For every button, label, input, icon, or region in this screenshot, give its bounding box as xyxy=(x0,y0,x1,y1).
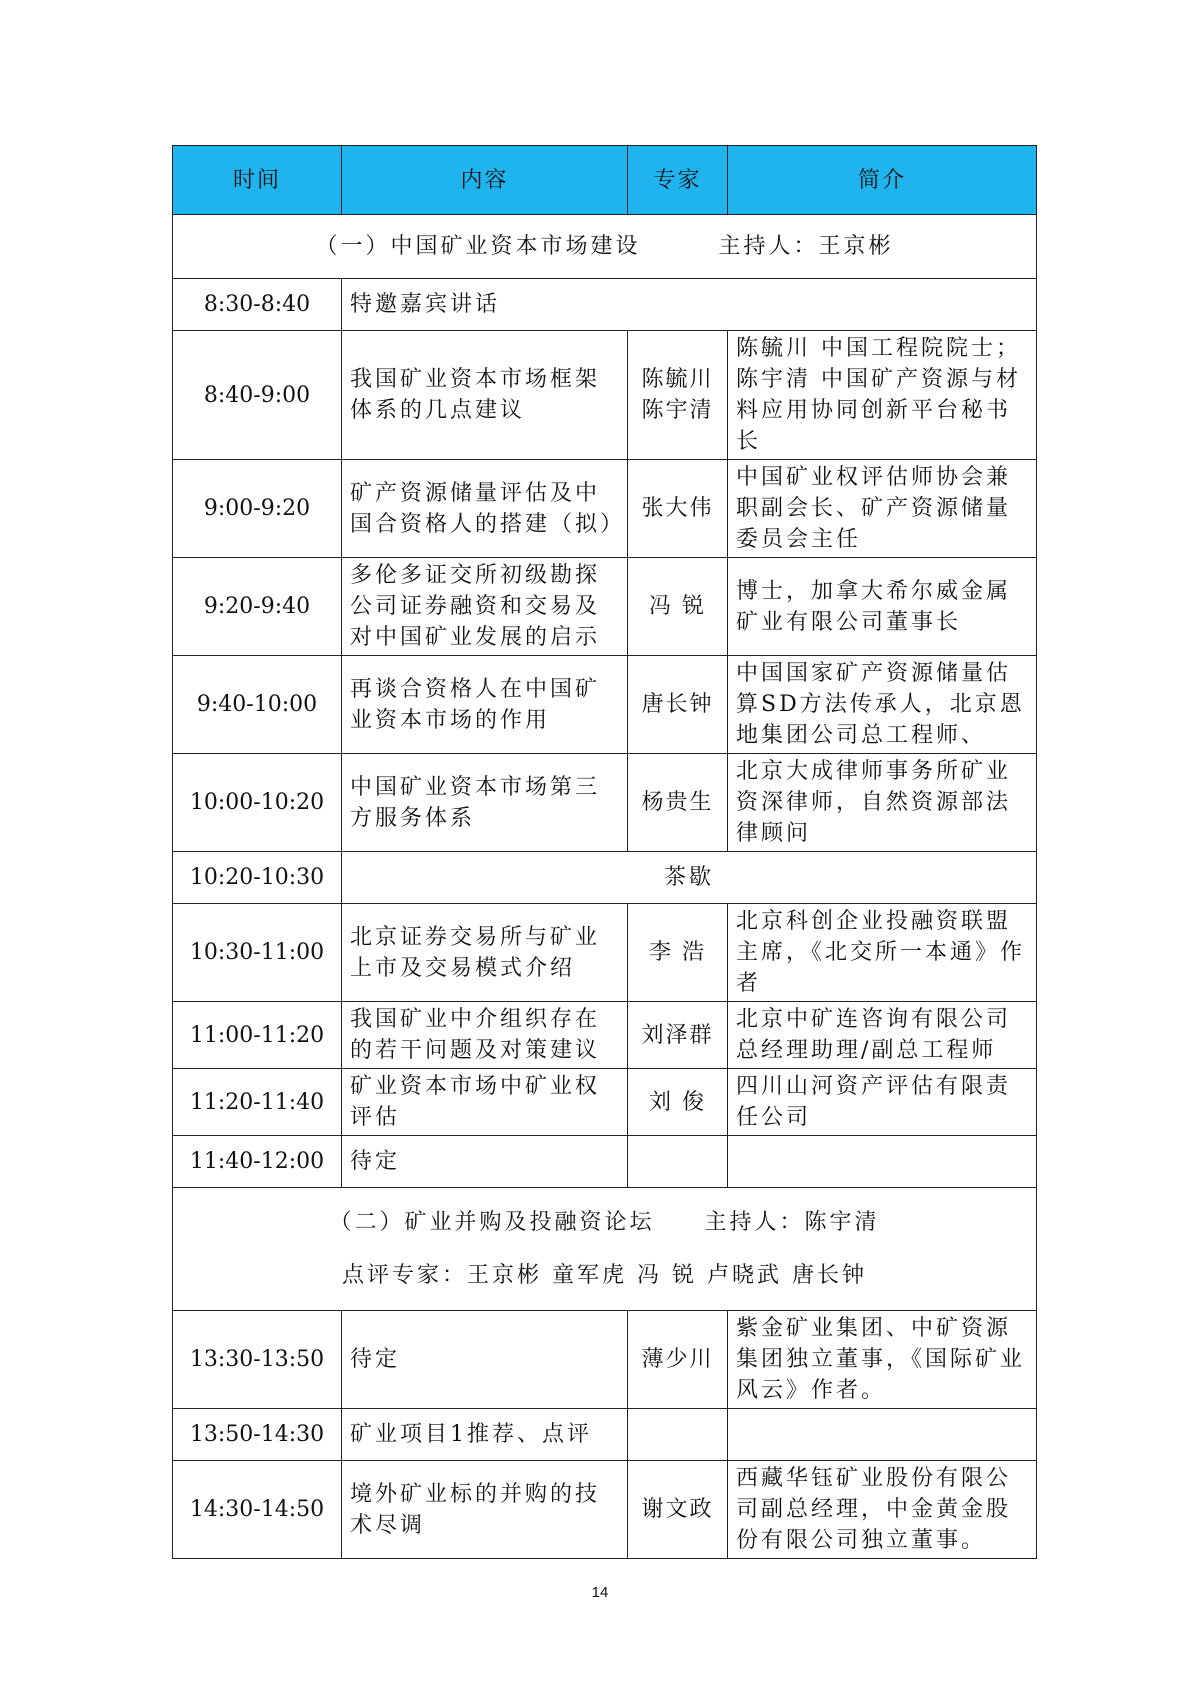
row-time: 10:00-10:20 xyxy=(173,754,342,852)
section-2-title: （二）矿业并购及投融资论坛 xyxy=(329,1210,655,1235)
row-intro: 陈毓川 中国工程院院士；陈宇清 中国矿产资源与材料应用协同创新平台秘书长 xyxy=(728,331,1037,460)
section-2-reviewers: 点评专家：王京彬 童军虎 冯 锐 卢晓武 唐长钟 xyxy=(342,1263,867,1288)
row-content: 再谈合资格人在中国矿业资本市场的作用 xyxy=(342,656,628,754)
table-row xyxy=(173,1069,1037,1136)
row-content: 矿业资本市场中矿业权评估 xyxy=(342,1069,628,1136)
row-content: 待定 xyxy=(342,1311,628,1409)
table-row xyxy=(173,1002,1037,1069)
row-expert: 李 浩 xyxy=(628,904,728,1002)
row-content: 我国矿业资本市场框架体系的几点建议 xyxy=(342,331,628,460)
row-content: 待定 xyxy=(342,1136,628,1188)
row-expert: 唐长钟 xyxy=(628,656,728,754)
section-2-row xyxy=(173,1188,1037,1311)
row-time: 9:40-10:00 xyxy=(173,656,342,754)
row-time: 9:20-9:40 xyxy=(173,558,342,656)
row-time: 10:20-10:30 xyxy=(173,852,342,904)
header-intro: 简介 xyxy=(728,146,1037,215)
row-expert: 刘 俊 xyxy=(628,1069,728,1136)
row-time: 9:00-9:20 xyxy=(173,460,342,558)
section-1-title: （一）中国矿业资本市场建设 xyxy=(315,234,641,259)
header-row xyxy=(173,146,1037,215)
section-2-host: 主持人：陈宇清 xyxy=(704,1210,880,1235)
table-row xyxy=(173,1409,1037,1461)
row-time: 11:00-11:20 xyxy=(173,1002,342,1069)
row-content: 北京证券交易所与矿业上市及交易模式介绍 xyxy=(342,904,628,1002)
row-intro: 博士，加拿大希尔威金属矿业有限公司董事长 xyxy=(728,558,1037,656)
table-row xyxy=(173,1461,1037,1559)
header-expert: 专家 xyxy=(628,146,728,215)
row-intro: 北京科创企业投融资联盟主席，《北交所一本通》作者 xyxy=(728,904,1037,1002)
row-intro: 北京中矿连咨询有限公司总经理助理/副总工程师 xyxy=(728,1002,1037,1069)
row-time: 11:20-11:40 xyxy=(173,1069,342,1136)
row-time: 14:30-14:50 xyxy=(173,1461,342,1559)
row-time: 10:30-11:00 xyxy=(173,904,342,1002)
row-expert: 刘泽群 xyxy=(628,1002,728,1069)
table-row xyxy=(173,460,1037,558)
row-expert xyxy=(628,1136,728,1188)
row-expert: 薄少川 xyxy=(628,1311,728,1409)
table-row xyxy=(173,279,1037,331)
row-content: 境外矿业标的并购的技术尽调 xyxy=(342,1461,628,1559)
table-row xyxy=(173,754,1037,852)
agenda-table xyxy=(172,145,1037,1559)
row-intro xyxy=(728,1136,1037,1188)
header-time: 时间 xyxy=(173,146,342,215)
row-expert: 冯 锐 xyxy=(628,558,728,656)
section-1-host: 主持人：王京彬 xyxy=(718,234,894,259)
section-2-heading xyxy=(173,1188,1037,1311)
row-expert: 陈毓川陈宇清 xyxy=(628,331,728,460)
section-1-heading xyxy=(173,215,1037,279)
row-expert: 杨贵生 xyxy=(628,754,728,852)
row-intro: 西藏华钰矿业股份有限公司副总经理，中金黄金股份有限公司独立董事。 xyxy=(728,1461,1037,1559)
row-intro xyxy=(728,1409,1037,1461)
section-1-row xyxy=(173,215,1037,279)
row-intro: 紫金矿业集团、中矿资源集团独立董事，《国际矿业风云》作者。 xyxy=(728,1311,1037,1409)
row-content: 特邀嘉宾讲话 xyxy=(342,279,1037,331)
row-time: 8:40-9:00 xyxy=(173,331,342,460)
table-row xyxy=(173,558,1037,656)
row-content: 我国矿业中介组织存在的若干问题及对策建议 xyxy=(342,1002,628,1069)
row-content: 多伦多证交所初级勘探公司证券融资和交易及对中国矿业发展的启示 xyxy=(342,558,628,656)
row-expert: 张大伟 xyxy=(628,460,728,558)
row-content: 中国矿业资本市场第三方服务体系 xyxy=(342,754,628,852)
table-row xyxy=(173,852,1037,904)
row-time: 13:50-14:30 xyxy=(173,1409,342,1461)
row-expert: 谢文政 xyxy=(628,1461,728,1559)
table-row xyxy=(173,656,1037,754)
row-intro: 中国国家矿产资源储量估算SD方法传承人，北京恩地集团公司总工程师、 xyxy=(728,656,1037,754)
header-content: 内容 xyxy=(342,146,628,215)
page-number: 14 xyxy=(591,1584,609,1601)
row-time: 8:30-8:40 xyxy=(173,279,342,331)
row-content: 矿业项目1推荐、点评 xyxy=(342,1409,628,1461)
table-row xyxy=(173,1136,1037,1188)
row-time: 11:40-12:00 xyxy=(173,1136,342,1188)
row-content: 矿产资源储量评估及中国合资格人的搭建（拟） xyxy=(342,460,628,558)
row-time: 13:30-13:50 xyxy=(173,1311,342,1409)
section-2-title-line xyxy=(181,1207,1028,1238)
table-row xyxy=(173,331,1037,460)
row-expert xyxy=(628,1409,728,1461)
table-row xyxy=(173,1311,1037,1409)
row-intro: 四川山河资产评估有限责任公司 xyxy=(728,1069,1037,1136)
row-intro: 中国矿业权评估师协会兼职副会长、矿产资源储量委员会主任 xyxy=(728,460,1037,558)
table-row xyxy=(173,904,1037,1002)
row-intro: 北京大成律师事务所矿业资深律师，自然资源部法律顾问 xyxy=(728,754,1037,852)
row-content: 茶歇 xyxy=(342,852,1037,904)
